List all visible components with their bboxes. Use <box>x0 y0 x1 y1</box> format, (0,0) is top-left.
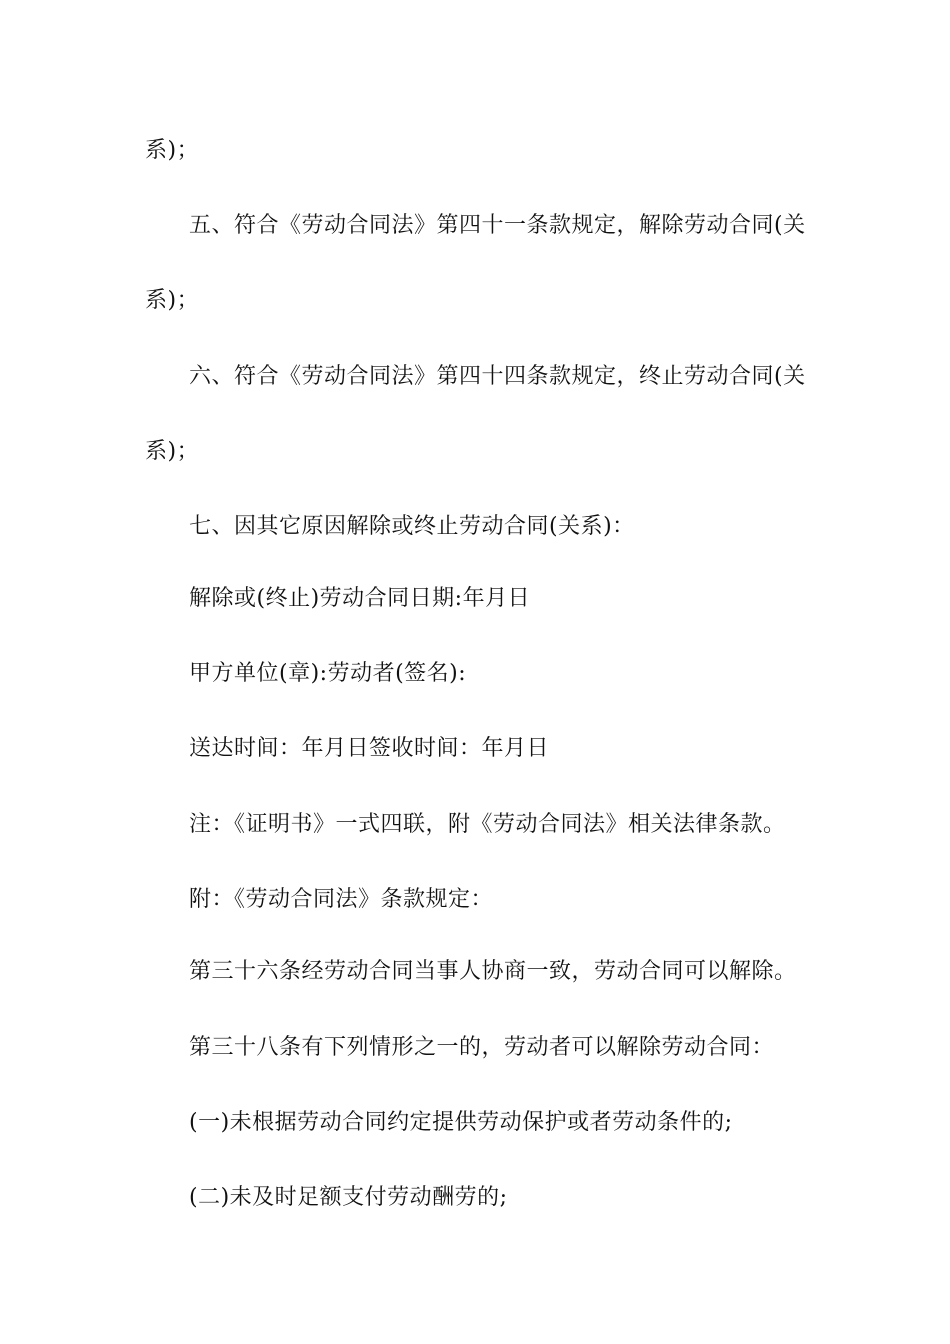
text-line-continuation: 系)； <box>145 138 200 163</box>
text-line-item-five: 五、符合《劳动合同法》第四十一条款规定，解除劳动合同(关 <box>189 213 806 238</box>
text-line-appendix-heading: 附：《劳动合同法》条款规定： <box>189 887 494 912</box>
text-line-article-38: 第三十八条有下列情形之一的，劳动者可以解除劳动合同： <box>189 1035 775 1060</box>
text-line-item-six: 六、符合《劳动合同法》第四十四条款规定，终止劳动合同(关 <box>189 364 806 389</box>
text-line-continuation: 系)； <box>145 439 200 464</box>
text-line-continuation: 系)； <box>145 288 200 313</box>
text-line-clause-one: (一)未根据劳动合同约定提供劳动保护或者劳动条件的; <box>189 1110 733 1135</box>
text-line-signatures: 甲方单位(章):劳动者(签名): <box>189 661 467 686</box>
text-line-item-seven: 七、因其它原因解除或终止劳动合同(关系)： <box>189 514 635 539</box>
text-line-note: 注：《证明书》一式四联，附《劳动合同法》相关法律条款。 <box>189 812 786 837</box>
text-line-delivery-time: 送达时间：年月日签收时间：年月日 <box>189 736 550 761</box>
text-line-clause-two: (二)未及时足额支付劳动酬劳的; <box>189 1185 508 1210</box>
text-line-article-36: 第三十六条经劳动合同当事人协商一致，劳动合同可以解除。 <box>189 959 797 984</box>
text-line-termination-date: 解除或(终止)劳动合同日期:年月日 <box>189 586 531 611</box>
